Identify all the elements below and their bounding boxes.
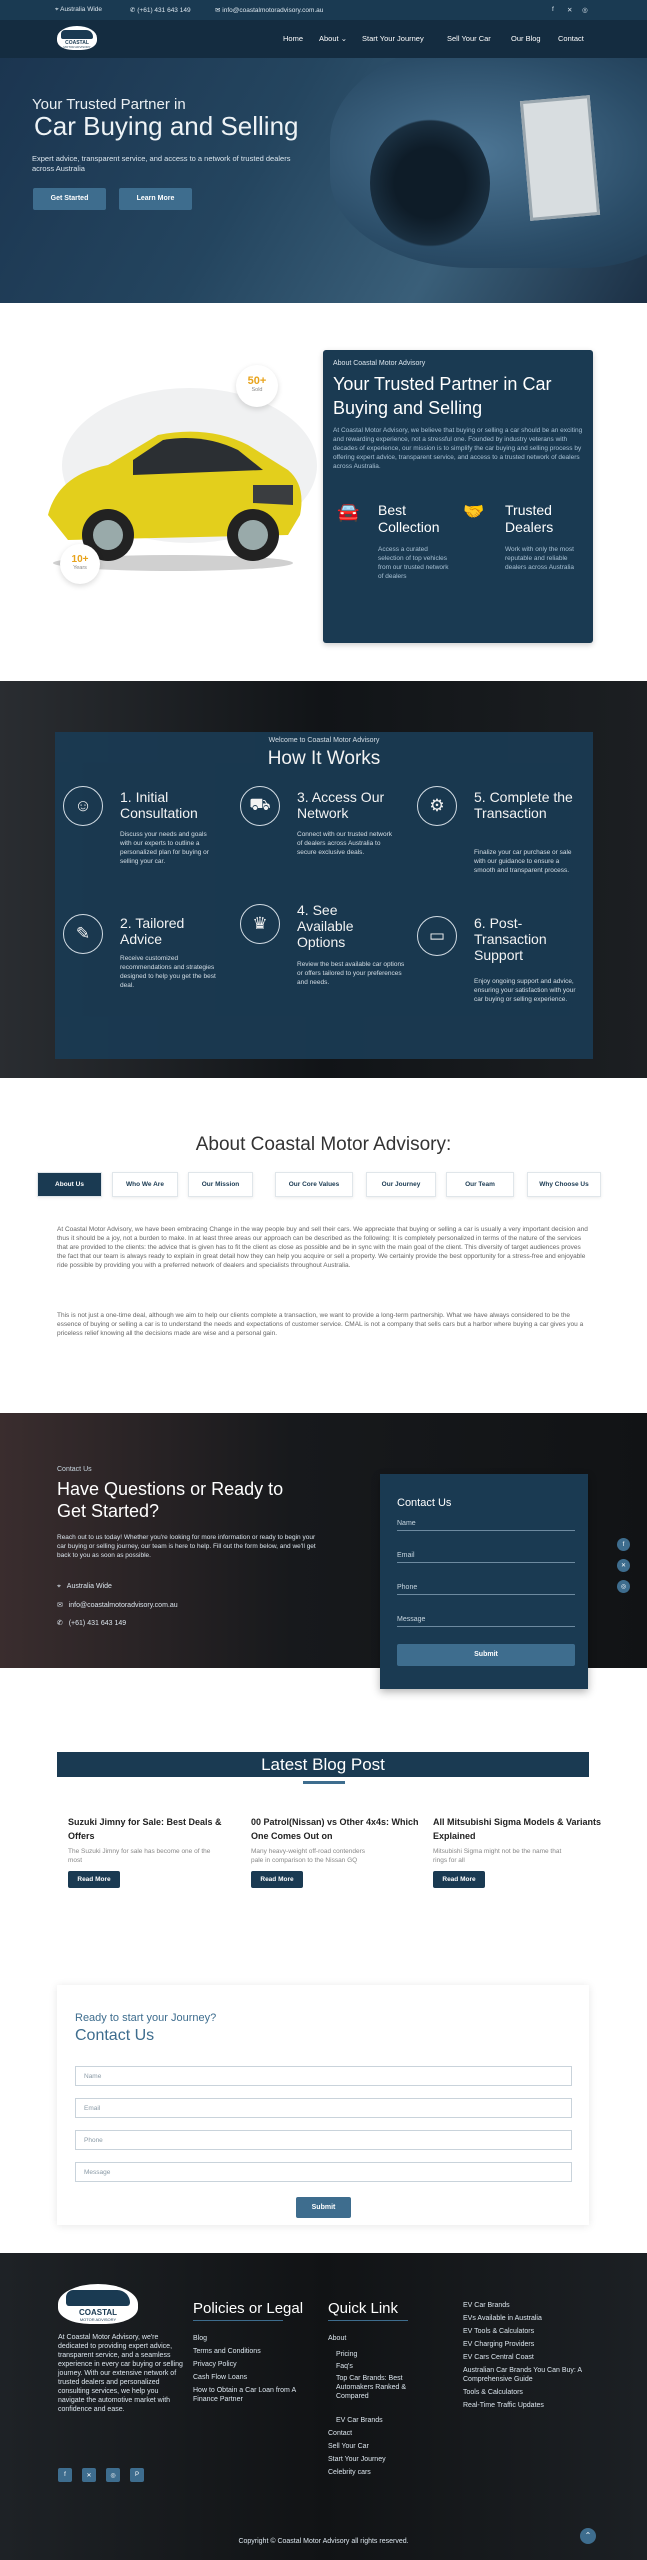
footer-facebook-icon[interactable]: f xyxy=(58,2468,72,2482)
step-4-text: Review the best available car options or offers tailored to your preferences and needs. xyxy=(297,961,405,986)
sold-badge-label: Sold xyxy=(251,387,263,393)
hero-description: Expert advice, transparent service, and access to a network of trusted dealers across Australia xyxy=(32,154,291,173)
sold-badge xyxy=(236,365,278,407)
trusted-dealers-text: Work with only the most reputable and reliable dealers across Australia xyxy=(505,546,575,571)
blog-post-title[interactable]: Suzuki Jimny for Sale: Best Deals & Offers xyxy=(68,1817,222,1841)
location-text: ⌖ Australia Wide xyxy=(55,6,103,13)
tab-why-choose-us[interactable]: Why Choose Us xyxy=(527,1172,601,1197)
quick-link-heading: Quick Link xyxy=(328,2300,399,2317)
blog-section-title: Latest Blog Post xyxy=(57,1752,589,1777)
hero-window-sticker xyxy=(520,95,600,221)
blog-post-2 xyxy=(251,1815,421,1888)
about-card xyxy=(323,350,593,643)
nav-sell-car[interactable]: Sell Your Car xyxy=(447,34,491,43)
submit-button[interactable]: Submit xyxy=(397,1644,575,1666)
footer-logo-sub: MOTOR ADVISORY xyxy=(79,2317,117,2322)
journey-title: Contact Us xyxy=(75,2027,155,2044)
footer-link-ev-tools[interactable]: EV Tools & Calculators xyxy=(463,2328,535,2335)
sold-badge-number: 50+ xyxy=(247,375,267,387)
footer-link-ev-charging[interactable]: EV Charging Providers xyxy=(463,2341,535,2348)
tab-about-us[interactable]: About Us xyxy=(37,1172,102,1197)
network-icon: ⛟ xyxy=(240,786,280,826)
footer-link-celebrity[interactable]: Celebrity cars xyxy=(328,2469,371,2476)
consultation-icon: ☺ xyxy=(63,786,103,826)
step-5-text: Finalize your car purchase or sale with our guidance to ensure a smooth and transparent process. xyxy=(474,849,572,874)
how-it-works-panel xyxy=(55,732,593,1059)
side-twitter-icon[interactable]: ✕ xyxy=(617,1559,630,1572)
questions-email[interactable]: ✉ info@coastalmotoradvisory.com.au xyxy=(57,1602,178,1609)
support-icon: ▭ xyxy=(417,916,457,956)
email-field[interactable]: Email xyxy=(397,1552,575,1563)
handshake-icon: 🤝 xyxy=(463,502,485,521)
phone-field[interactable]: Phone xyxy=(397,1584,575,1595)
name-field[interactable]: Name xyxy=(397,1520,575,1531)
works-title: How It Works xyxy=(267,748,381,769)
footer-link-evs-australia[interactable]: EVs Available in Australia xyxy=(463,2315,542,2322)
hero-section xyxy=(0,58,647,303)
footer-link-blog[interactable]: Blog xyxy=(193,2335,208,2342)
step-2-text: Receive customized recommendations and strategies designed to help you get the best deal. xyxy=(120,955,216,989)
questions-eyebrow: Contact Us xyxy=(57,1466,92,1473)
policies-heading: Policies or Legal xyxy=(193,2300,304,2317)
read-more-button[interactable]: Read More xyxy=(68,1871,120,1888)
hero-title-line2: Car Buying and Selling xyxy=(34,111,299,141)
nav-contact[interactable]: Contact xyxy=(558,34,584,43)
blog-post-3 xyxy=(433,1815,603,1888)
footer-about-text: At Coastal Motor Advisory, we're dedicated to providing expert advice, transparent service, and a seamless experience in every car buying or selling journey. With our extensive network of trusted dealers and personalized consulting services, we help you navigate the automotive market with confidence and ease. xyxy=(58,2334,183,2413)
nav-about[interactable]: About ⌄ xyxy=(319,34,347,43)
footer-link-terms[interactable]: Terms and Conditions xyxy=(193,2348,261,2355)
footer-link-traffic[interactable]: Real-Time Traffic Updates xyxy=(463,2402,544,2409)
about-card-title: Your Trusted Partner in Car Buying and Selling xyxy=(333,374,552,418)
trusted-dealers-title: Trusted Dealers xyxy=(505,502,554,535)
tab-our-team[interactable]: Our Team xyxy=(446,1172,514,1197)
footer-link-ev-central-coast[interactable]: EV Cars Central Coast xyxy=(463,2354,534,2361)
message-field[interactable]: Message xyxy=(397,1616,575,1627)
phone-icon: ✆ xyxy=(57,1620,63,1627)
about-section-title: About Coastal Motor Advisory: xyxy=(195,1134,452,1155)
blog-post-excerpt: Mitsubishi Sigma might not be the name that rings for all xyxy=(433,1848,562,1864)
tab-core-values[interactable]: Our Core Values xyxy=(275,1172,353,1197)
footer-pinterest-icon[interactable]: P xyxy=(130,2468,144,2482)
title-underline xyxy=(303,1781,345,1784)
blog-post-1 xyxy=(68,1815,238,1888)
best-collection-title: Best Collection xyxy=(378,502,440,535)
learn-more-button[interactable]: Learn More xyxy=(119,188,192,210)
contact-form-card xyxy=(380,1474,588,1689)
questions-phone[interactable]: ✆ (+61) 431 643 149 xyxy=(57,1620,127,1627)
footer-link-start[interactable]: Start Your Journey xyxy=(328,2456,386,2463)
site-logo[interactable] xyxy=(57,26,97,50)
top-bar xyxy=(0,0,647,20)
years-badge-number: 10+ xyxy=(71,554,89,565)
instagram-icon[interactable]: ◎ xyxy=(582,7,588,14)
journey-phone-input[interactable]: Phone xyxy=(75,2130,572,2150)
footer-link-australian-brands[interactable]: Australian Car Brands You Can Buy: A Comprehensive Guide xyxy=(463,2367,582,2383)
footer-link-contact[interactable]: Contact xyxy=(328,2430,353,2437)
journey-eyebrow: Ready to start your Journey? xyxy=(75,2012,217,2024)
tab-our-mission[interactable]: Our Mission xyxy=(188,1172,253,1197)
footer-instagram-icon[interactable]: ◎ xyxy=(106,2468,120,2482)
blog-post-excerpt: The Suzuki Jimny for sale has become one of the most xyxy=(68,1848,211,1864)
step-6-title: 6. Post-Transaction Support xyxy=(474,915,547,963)
footer-logo-brand: COASTAL xyxy=(78,2308,118,2317)
side-instagram-icon[interactable]: ◎ xyxy=(617,1580,630,1593)
about-paragraph-2: This is not just a one-time deal, although we aim to help our clients complete a transaction, we want to provide a long-term partnership. What we have always considered to be the essence of buying or selling a car is to understand the needs and expectations of customer service. CMAL is not a company that sells cars but a harbor where buying a car gives you a priceless relief knowing all the decisions made are wise and a personal gain. xyxy=(57,1312,584,1337)
facebook-icon[interactable]: f xyxy=(552,6,554,13)
nav-blog[interactable]: Our Blog xyxy=(511,34,541,43)
blog-post-title[interactable]: All Mitsubishi Sigma Models & Variants Explained xyxy=(433,1817,602,1841)
logo-sub-text: MOTOR ADVISORY xyxy=(63,45,91,49)
step-4-title: 4. See Available Options xyxy=(297,902,354,950)
journey-name-input[interactable]: Name xyxy=(75,2066,572,2086)
chevron-down-icon: ⌄ xyxy=(340,34,347,43)
step-1-title: 1. Initial Consultation xyxy=(120,789,198,821)
footer-link-faqs[interactable]: Faq's xyxy=(336,2363,353,2370)
email-link[interactable]: ✉ info@coastalmotoradvisory.com.au xyxy=(215,7,324,14)
scroll-top-icon[interactable]: ⌃ xyxy=(580,2528,596,2544)
tab-who-we-are[interactable]: Who We Are xyxy=(112,1172,178,1197)
nav-start-journey[interactable]: Start Your Journey xyxy=(362,34,424,43)
step-1-text: Discuss your needs and goals with our experts to outline a personalized plan for buying or selling your car. xyxy=(120,831,209,865)
questions-title: Have Questions or Ready to Get Started? xyxy=(57,1479,284,1521)
copyright-text: Copyright © Coastal Motor Advisory all rights reserved. xyxy=(238,2538,409,2545)
nav-home[interactable]: Home xyxy=(283,34,304,43)
contact-form-title: Contact Us xyxy=(397,1497,452,1509)
advice-icon: ✎ xyxy=(63,914,103,954)
read-more-button[interactable]: Read More xyxy=(433,1871,485,1888)
footer-link-ev-car-brands[interactable]: EV Car Brands xyxy=(463,2302,510,2309)
footer-twitter-icon[interactable]: ✕ xyxy=(82,2468,96,2482)
hero-wheel-shape xyxy=(370,118,490,248)
step-6-text: Enjoy ongoing support and advice, ensuring your satisfaction with your car buying or selling experience. xyxy=(474,978,576,1003)
journey-email-input[interactable]: Email xyxy=(75,2098,572,2118)
read-more-button[interactable]: Read More xyxy=(251,1871,303,1888)
works-eyebrow: Welcome to Coastal Motor Advisory xyxy=(268,737,380,744)
journey-submit-button[interactable]: Submit xyxy=(296,2197,351,2218)
tab-our-journey[interactable]: Our Journey xyxy=(366,1172,436,1197)
blog-post-excerpt: Many heavy-weight off-road contenders pale in comparison to the Nissan GQ xyxy=(251,1848,366,1864)
main-navbar xyxy=(0,20,647,58)
twitter-icon[interactable]: ✕ xyxy=(567,7,573,14)
step-3-text: Connect with our trusted network of dealers across Australia to secure exclusive deals. xyxy=(297,831,393,856)
car-icon: 🚘 xyxy=(337,502,360,522)
footer-link-privacy[interactable]: Privacy Policy xyxy=(193,2361,237,2368)
policies-divider xyxy=(193,2320,283,2321)
step-3-title: 3. Access Our Network xyxy=(297,789,385,821)
step-2-title: 2. Tailored Advice xyxy=(120,915,185,947)
hero-title-line1: Your Trusted Partner in xyxy=(32,96,186,113)
footer-link-top-brands[interactable]: Top Car Brands: Best Automakers Ranked & Compared xyxy=(336,2375,407,2400)
about-card-description: At Coastal Motor Advisory, we believe that buying or selling a car should be an exciting and rewarding experience, not a stressful one. Founded by industry veterans with decades of experience, our mission is to simplify the car buying and selling process by offering expert advice, transparent service, and access to a trusted network of dealers across Australia. xyxy=(333,427,583,470)
step-5-title: 5. Complete the Transaction xyxy=(474,789,573,821)
footer-link-cashflow[interactable]: Cash Flow Loans xyxy=(193,2374,248,2381)
footer-link-sell[interactable]: Sell Your Car xyxy=(328,2443,369,2450)
options-icon: ♛ xyxy=(240,904,280,944)
footer-link-about[interactable]: About xyxy=(328,2335,347,2342)
envelope-icon: ✉ xyxy=(57,1602,63,1609)
quick-link-divider xyxy=(328,2320,408,2321)
about-card-eyebrow: About Coastal Motor Advisory xyxy=(333,360,426,367)
footer-link-tools[interactable]: Tools & Calculators xyxy=(463,2389,523,2396)
about-paragraph-1: At Coastal Motor Advisory, we have been embracing Change in the way people buy and sell their cars. We appreciate that buying or selling a car is usually a very important decision and thus it should be a joy, not a burden to make. In at least three areas our approach can be described as the following: It is completely personalized in terms of the nature of the services that are provided to the clients: the advice that is given has to fit the client as close as possible and be in sync with the main goal of the client. This diversity of target audiences proves the fact that our team is always ready to explain in great detail how they can help you acquire or sell a property. We certainly provide the best opportunity for a stress-free and enjoyable ride possible by providing you with a preferred network of dealers and specialists throughout Australia. xyxy=(57,1226,588,1269)
years-badge xyxy=(60,544,100,584)
journey-message-input[interactable]: Message xyxy=(75,2162,572,2182)
best-collection-text: Access a curated selection of top vehicles from our trusted network of dealers xyxy=(378,546,449,580)
footer-link-pricing[interactable]: Pricing xyxy=(336,2351,358,2358)
questions-location: ⌖ Australia Wide xyxy=(57,1583,112,1590)
footer-link-ev-brands[interactable]: EV Car Brands xyxy=(336,2417,383,2424)
footer-link-car-loan[interactable]: How to Obtain a Car Loan from A Finance Partner xyxy=(193,2387,296,2403)
side-facebook-icon[interactable]: f xyxy=(617,1538,630,1551)
phone-link[interactable]: ✆ (+61) 431 643 149 xyxy=(130,7,191,14)
years-badge-label: Years xyxy=(73,565,87,571)
questions-description: Reach out to us today! Whether you're looking for more information or ready to begin your car buying or selling journey, our team is here to help. Fill out the form below, and we'll get back to you as soon as possible. xyxy=(57,1534,316,1559)
transaction-icon: ⚙ xyxy=(417,786,457,826)
footer-logo[interactable] xyxy=(58,2284,138,2324)
blog-post-title[interactable]: 00 Patrol(Nissan) vs Other 4x4s: Which One Comes Out on xyxy=(251,1817,419,1841)
get-started-button[interactable]: Get Started xyxy=(33,188,106,210)
logo-brand-text: COASTAL xyxy=(65,40,89,46)
location-pin-icon: ⌖ xyxy=(57,1583,61,1590)
